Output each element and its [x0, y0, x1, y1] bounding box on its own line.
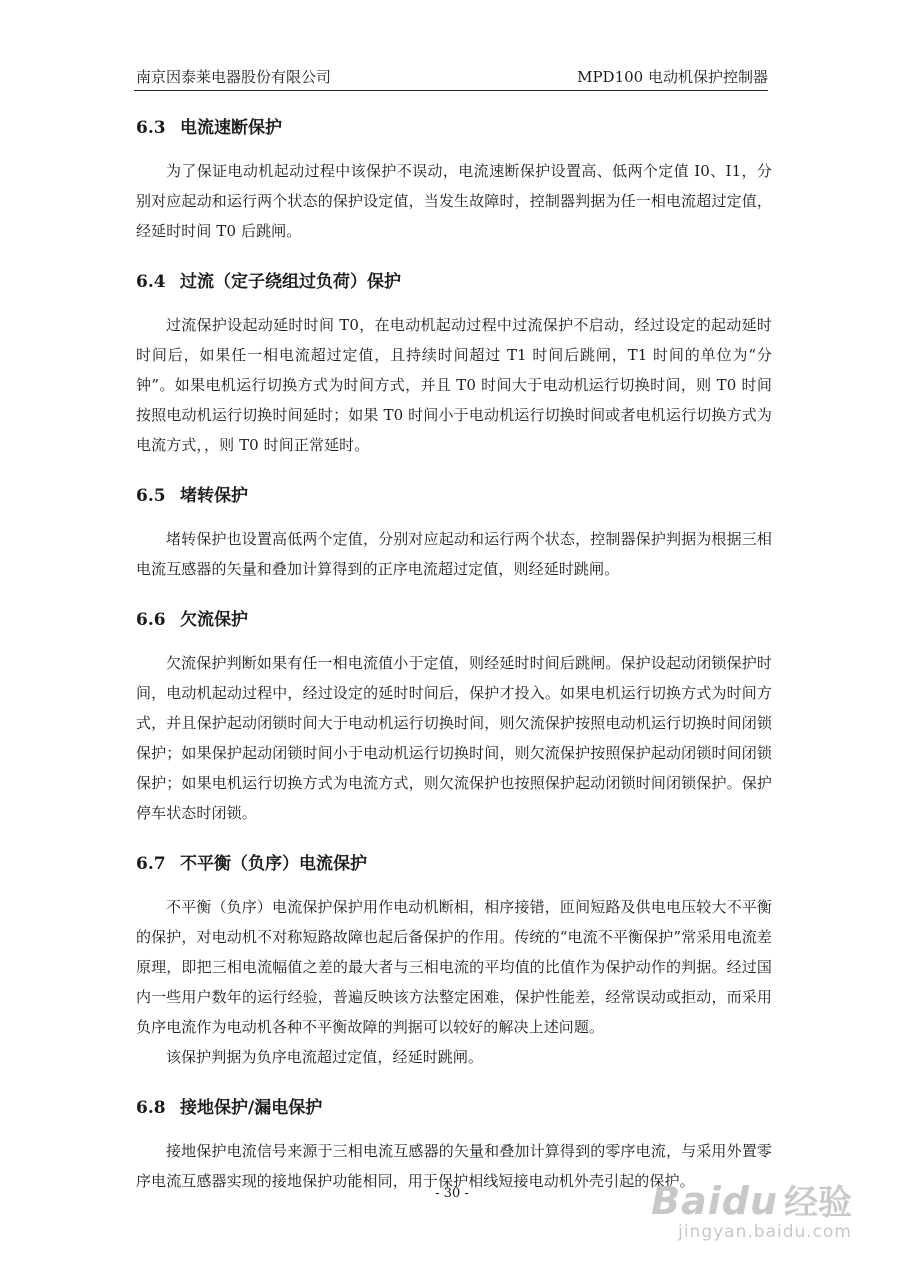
watermark-url: jingyan.baidu.com	[678, 1222, 852, 1242]
watermark-logo: Baidu	[651, 1179, 778, 1223]
baidu-jingyan-watermark	[651, 1175, 852, 1242]
section-6-6	[136, 608, 772, 828]
page-header	[134, 62, 768, 91]
section-paragraph: 堵转保护也设置高低两个定值，分别对应起动和运行两个状态，控制器保护判据为根据三相电流互感器的矢量和叠加计算得到的正序电流超过定值，则经延时跳闸。	[136, 530, 772, 578]
section-title: 欠流保护	[180, 610, 248, 630]
section-number: 6.8	[136, 1098, 166, 1118]
section-paragraph: 该保护判据为负序电流超过定值，经延时跳闸。	[166, 1048, 484, 1066]
section-paragraph: 接地保护电流信号来源于三相电流互感器的矢量和叠加计算得到的零序电流，与采用外置零序电流互感器实现的接地保护功能相同，用于保护相线短接电动机外壳引起的保护。	[136, 1142, 772, 1190]
section-6-7	[136, 852, 772, 1072]
section-paragraph: 欠流保护判断如果有任一相电流值小于定值，则经延时时间后跳闸。保护设起动闭锁保护时间，电动机起动过程中，经过设定的延时时间后，保护才投入。如果电机运行切换方式为时间方式，并且保护起动闭锁时间大于电动机运行切换时间，则欠流保护按照电动机运行切换时间闭锁保护；如果保护起动闭锁时间小于电动机运行切换时间，则欠流保护按照保护起动闭锁时间闭锁保护；如果电机运行切换方式为电流方式，则欠流保护也按照保护起动闭锁时间闭锁保护。保护停车状态时闭锁。	[136, 654, 772, 822]
section-number: 6.3	[136, 118, 166, 138]
section-number: 6.7	[136, 854, 166, 874]
section-heading	[136, 852, 772, 876]
section-heading	[136, 484, 772, 508]
section-title: 堵转保护	[180, 486, 248, 506]
section-heading	[136, 1096, 772, 1120]
watermark-suffix: 经验	[784, 1183, 852, 1223]
section-number: 6.5	[136, 486, 166, 506]
page-content	[136, 116, 772, 1220]
header-product: MPD100 电动机保护控制器	[577, 68, 768, 86]
section-heading	[136, 608, 772, 632]
section-title: 电流速断保护	[180, 118, 282, 138]
section-heading	[136, 116, 772, 140]
header-company: 南京因泰莱电器股份有限公司	[136, 68, 332, 86]
section-title: 过流（定子绕组过负荷）保护	[180, 272, 401, 292]
section-number: 6.4	[136, 272, 166, 292]
section-heading	[136, 270, 772, 294]
page-number: - 30 -	[435, 1186, 469, 1201]
section-6-4	[136, 270, 772, 460]
section-6-5	[136, 484, 772, 584]
section-paragraph: 不平衡（负序）电流保护保护用作电动机断相，相序接错，匝间短路及供电电压较大不平衡的保护，对电动机不对称短路故障也起后备保护的作用。传统的“电流不平衡保护”常采用电流差原理，即把三相电流幅值之差的最大者与三相电流的平均值的比值作为保护动作的判据。经过国内一些用户数年的运行经验，普遍反映该方法整定困难，保护性能差，经常误动或拒动，而采用负序电流作为电动机各种不平衡故障的判据可以较好的解决上述问题。	[136, 898, 772, 1036]
section-paragraph: 过流保护设起动延时时间 T0，在电动机起动过程中过流保护不启动，经过设定的起动延时时间后，如果任一相电流超过定值，且持续时间超过 T1 时间后跳闸，T1 时间的单位为“分钟”。如果电机运行切换方式为时间方式，并且 T0 时间大于电动机运行切换时间，则 T0 时间按照电动机运行切换时间延时；如果 T0 时间小于电动机运行切换时间或者电机运行切换方式为电流方式，，则 T0 时间正常延时。	[136, 316, 772, 454]
section-title: 接地保护/漏电保护	[180, 1098, 323, 1118]
section-paragraph: 为了保证电动机起动过程中该保护不误动，电流速断保护设置高、低两个定值 I0、I1，分别对应起动和运行两个状态的保护设定值，当发生故障时，控制器判据为任一相电流超过定值，经延时时间 T0 后跳闸。	[136, 162, 772, 240]
section-title: 不平衡（负序）电流保护	[180, 854, 367, 874]
section-6-3	[136, 116, 772, 246]
section-number: 6.6	[136, 610, 166, 630]
